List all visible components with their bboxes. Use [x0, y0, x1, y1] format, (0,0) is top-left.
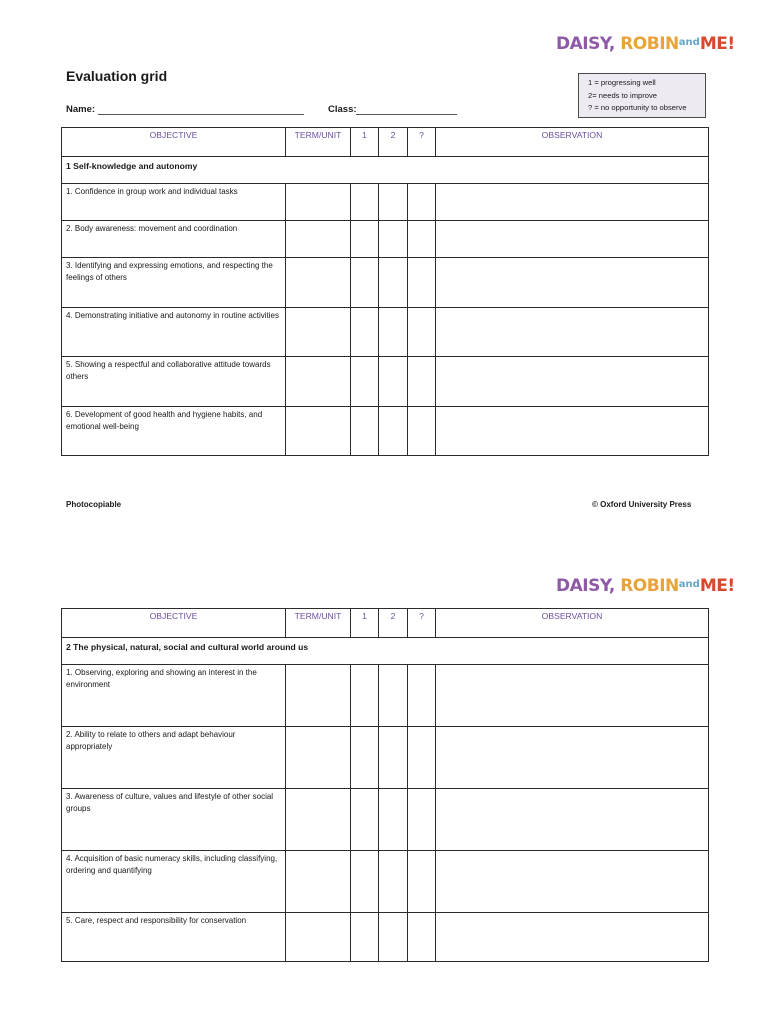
term-cell[interactable] — [286, 221, 351, 258]
objective-cell: 3. Awareness of culture, values and lifestyle of other social groups — [62, 789, 286, 851]
observation-cell[interactable] — [436, 913, 709, 962]
observation-cell[interactable] — [436, 851, 709, 913]
header-observation: OBSERVATION — [436, 609, 709, 638]
table-row — [62, 789, 709, 851]
footer-photocopiable: Photocopiable — [66, 500, 122, 509]
table-header-row — [62, 128, 709, 157]
observation-cell[interactable] — [436, 789, 709, 851]
observation-cell[interactable] — [436, 184, 709, 221]
observation-cell[interactable] — [436, 727, 709, 789]
logo-word-and: and — [678, 37, 700, 48]
table-row — [62, 851, 709, 913]
rating-1-cell[interactable] — [351, 407, 379, 456]
legend-item: ? = no opportunity to observe — [588, 103, 687, 112]
rating-unknown-cell[interactable] — [408, 184, 436, 221]
rating-legend — [578, 73, 706, 118]
header-objective: OBJECTIVE — [62, 128, 286, 157]
rating-unknown-cell[interactable] — [408, 913, 436, 962]
objective-cell: 3. Identifying and expressing emotions, and respecting the feelings of others — [62, 258, 286, 308]
rating-1-cell[interactable] — [351, 913, 379, 962]
rating-2-cell[interactable] — [379, 851, 408, 913]
header-term-unit: TERM/UNIT — [286, 128, 351, 157]
header-observation: OBSERVATION — [436, 128, 709, 157]
brand-logo — [556, 575, 735, 596]
legend-item: 2= needs to improve — [588, 90, 658, 100]
table-row — [62, 184, 709, 221]
rating-unknown-cell[interactable] — [408, 851, 436, 913]
rating-1-cell[interactable] — [351, 789, 379, 851]
rating-1-cell[interactable] — [351, 727, 379, 789]
rating-2-cell[interactable] — [379, 789, 408, 851]
header-col-2: 2 — [379, 609, 408, 638]
rating-1-cell[interactable] — [351, 851, 379, 913]
rating-2-cell[interactable] — [379, 913, 408, 962]
rating-2-cell[interactable] — [379, 665, 408, 727]
table-row — [62, 221, 709, 258]
objective-cell: 6. Development of good health and hygiene habits, and emotional well-being — [62, 407, 286, 456]
table-row — [62, 308, 709, 357]
rating-2-cell[interactable] — [379, 727, 408, 789]
section-row — [62, 157, 709, 184]
term-cell[interactable] — [286, 727, 351, 789]
rating-2-cell[interactable] — [379, 407, 408, 456]
header-term-unit: TERM/UNIT — [286, 609, 351, 638]
table-row — [62, 727, 709, 789]
header-col-1: 1 — [351, 609, 379, 638]
rating-1-cell[interactable] — [351, 258, 379, 308]
logo-word-me: ME! — [699, 576, 735, 596]
header-objective: OBJECTIVE — [62, 609, 286, 638]
table-header-row — [62, 609, 709, 638]
rating-unknown-cell[interactable] — [408, 308, 436, 357]
rating-1-cell[interactable] — [351, 308, 379, 357]
logo-word-robin: ROBIN — [620, 576, 679, 596]
section-title: 1 Self-knowledge and autonomy — [62, 157, 709, 184]
logo-word-robin: ROBIN — [620, 34, 679, 54]
observation-cell[interactable] — [436, 308, 709, 357]
rating-2-cell[interactable] — [379, 258, 408, 308]
rating-unknown-cell[interactable] — [408, 407, 436, 456]
class-field[interactable] — [356, 114, 457, 115]
table-row — [62, 357, 709, 407]
rating-1-cell[interactable] — [351, 184, 379, 221]
evaluation-table-1 — [61, 127, 709, 456]
rating-1-cell[interactable] — [351, 221, 379, 258]
objective-cell: 5. Showing a respectful and collaborative attitude towards others — [62, 357, 286, 407]
class-label: Class: — [328, 104, 357, 115]
term-cell[interactable] — [286, 357, 351, 407]
page-title: Evaluation grid — [66, 68, 168, 84]
term-cell[interactable] — [286, 913, 351, 962]
observation-cell[interactable] — [436, 258, 709, 308]
rating-1-cell[interactable] — [351, 357, 379, 407]
objective-cell: 4. Demonstrating initiative and autonomy in routine activities — [62, 308, 286, 357]
rating-2-cell[interactable] — [379, 184, 408, 221]
term-cell[interactable] — [286, 407, 351, 456]
rating-unknown-cell[interactable] — [408, 258, 436, 308]
objective-cell: 1. Observing, exploring and showing an interest in the environment — [62, 665, 286, 727]
logo-word-and: and — [678, 579, 700, 590]
term-cell[interactable] — [286, 258, 351, 308]
observation-cell[interactable] — [436, 665, 709, 727]
rating-unknown-cell[interactable] — [408, 789, 436, 851]
objective-cell: 5. Care, respect and responsibility for conservation — [62, 913, 286, 962]
rating-unknown-cell[interactable] — [408, 727, 436, 789]
header-col-2: 2 — [379, 128, 408, 157]
header-col-unknown: ? — [408, 128, 436, 157]
brand-logo — [556, 33, 735, 54]
term-cell[interactable] — [286, 308, 351, 357]
header-col-1: 1 — [351, 128, 379, 157]
objective-cell: 1. Confidence in group work and individual tasks — [62, 184, 286, 221]
name-field[interactable] — [98, 114, 304, 115]
legend-item: 1 = progressing well — [588, 78, 656, 87]
observation-cell[interactable] — [436, 407, 709, 456]
section-row — [62, 638, 709, 665]
name-label: Name: — [66, 104, 96, 115]
rating-unknown-cell[interactable] — [408, 665, 436, 727]
objective-cell: 4. Acquisition of basic numeracy skills, including classifying, ordering and quantifying — [62, 851, 286, 913]
observation-cell[interactable] — [436, 357, 709, 407]
table-row — [62, 913, 709, 962]
observation-cell[interactable] — [436, 221, 709, 258]
objective-cell: 2. Body awareness: movement and coordination — [62, 221, 286, 258]
term-cell[interactable] — [286, 665, 351, 727]
rating-2-cell[interactable] — [379, 308, 408, 357]
table-row — [62, 665, 709, 727]
logo-word-daisy: DAISY, — [556, 576, 615, 596]
rating-unknown-cell[interactable] — [408, 221, 436, 258]
evaluation-table-2 — [61, 608, 709, 962]
logo-word-daisy: DAISY, — [556, 34, 615, 54]
term-cell[interactable] — [286, 851, 351, 913]
term-cell[interactable] — [286, 789, 351, 851]
term-cell[interactable] — [286, 184, 351, 221]
footer-copyright: © Oxford University Press — [592, 500, 692, 509]
rating-2-cell[interactable] — [379, 357, 408, 407]
table-row — [62, 407, 709, 456]
rating-unknown-cell[interactable] — [408, 357, 436, 407]
objective-cell: 2. Ability to relate to others and adapt behaviour appropriately — [62, 727, 286, 789]
header-col-unknown: ? — [408, 609, 436, 638]
rating-2-cell[interactable] — [379, 221, 408, 258]
rating-1-cell[interactable] — [351, 665, 379, 727]
section-title: 2 The physical, natural, social and cultural world around us — [62, 638, 709, 665]
table-row — [62, 258, 709, 308]
logo-word-me: ME! — [699, 34, 735, 54]
